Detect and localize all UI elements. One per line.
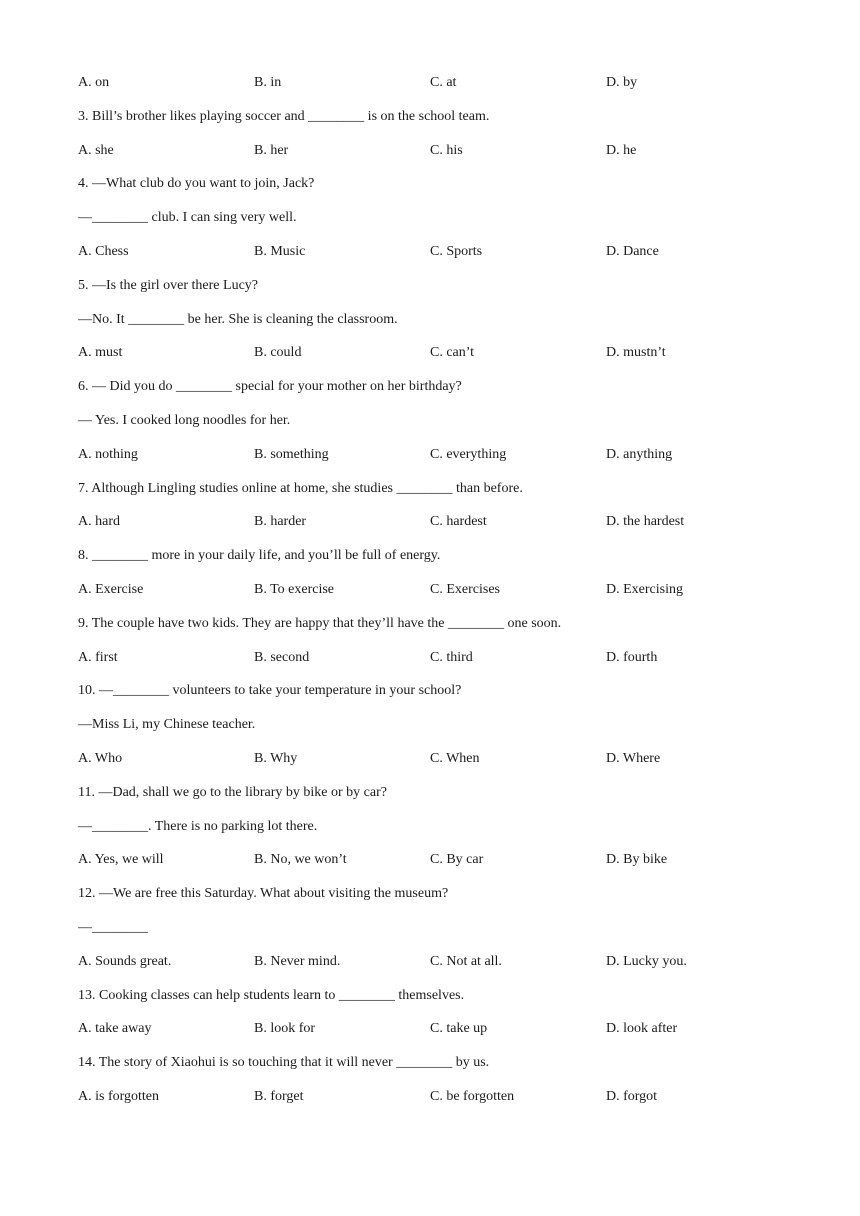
answer-option: A. Exercise (78, 582, 144, 597)
answer-option: A. is forgotten (78, 1089, 160, 1104)
answer-option: D. Where (606, 751, 661, 766)
answer-option: A. Yes, we will (78, 852, 164, 867)
question-text: 12. —We are free this Saturday. What about visiting the museum? (78, 886, 449, 901)
answer-options-row (78, 242, 778, 262)
answer-options-row (78, 512, 778, 532)
answer-option: B. in (254, 75, 282, 90)
answer-option: A. take away (78, 1021, 152, 1036)
answer-option: D. anything (606, 447, 673, 462)
answer-option: B. To exercise (254, 582, 335, 597)
answer-options-row (78, 850, 778, 870)
answer-options-row (78, 1019, 778, 1039)
answer-options-row (78, 343, 778, 363)
answer-option: A. first (78, 650, 118, 665)
answer-option: C. Not at all. (430, 954, 502, 969)
answer-option: B. something (254, 447, 329, 462)
answer-option: C. can’t (430, 345, 475, 360)
answer-option: D. By bike (606, 852, 668, 867)
answer-option: B. Why (254, 751, 298, 766)
question-text: 5. —Is the girl over there Lucy? (78, 278, 258, 293)
answer-option: C. everything (430, 447, 507, 462)
answer-options-row (78, 952, 778, 972)
answer-option: A. she (78, 143, 114, 158)
question-text: —________ club. I can sing very well. (78, 210, 297, 225)
answer-options-row (78, 1087, 778, 1107)
question-text: 14. The story of Xiaohui is so touching that it will never ________ by us. (78, 1055, 490, 1070)
answer-option: A. on (78, 75, 110, 90)
answer-option: B. second (254, 650, 310, 665)
answer-option: C. Sports (430, 244, 483, 259)
answer-option: A. Who (78, 751, 123, 766)
answer-option: D. mustn’t (606, 345, 666, 360)
question-text: 7. Although Lingling studies online at home, she studies ________ than before. (78, 481, 523, 496)
question-text: 13. Cooking classes can help students learn to ________ themselves. (78, 988, 465, 1003)
answer-option: B. harder (254, 514, 307, 529)
answer-option: C. be forgotten (430, 1089, 515, 1104)
answer-option: C. third (430, 650, 473, 665)
question-text: —________. There is no parking lot there. (78, 819, 318, 834)
answer-options-row (78, 445, 778, 465)
question-text: —Miss Li, my Chinese teacher. (78, 717, 256, 732)
answer-option: A. must (78, 345, 123, 360)
answer-option: B. look for (254, 1021, 316, 1036)
answer-options-row (78, 141, 778, 161)
question-text: 6. — Did you do ________ special for your mother on her birthday? (78, 379, 462, 394)
answer-options-row (78, 580, 778, 600)
answer-option: C. hardest (430, 514, 487, 529)
question-text: 3. Bill’s brother likes playing soccer and ________ is on the school team. (78, 109, 490, 124)
answer-option: D. he (606, 143, 637, 158)
answer-option: D. by (606, 75, 638, 90)
question-text: 10. —________ volunteers to take your temperature in your school? (78, 683, 462, 698)
answer-option: D. Exercising (606, 582, 683, 597)
answer-options-row (78, 648, 778, 668)
question-text: —No. It ________ be her. She is cleaning the classroom. (78, 312, 398, 327)
answer-option: C. Exercises (430, 582, 500, 597)
answer-option: B. her (254, 143, 289, 158)
answer-options-row (78, 73, 778, 93)
answer-option: C. When (430, 751, 480, 766)
answer-option: C. By car (430, 852, 484, 867)
answer-option: A. nothing (78, 447, 138, 462)
answer-option: B. forget (254, 1089, 304, 1104)
answer-option: C. take up (430, 1021, 488, 1036)
answer-option: A. Chess (78, 244, 129, 259)
question-text: 8. ________ more in your daily life, and you’ll be full of energy. (78, 548, 441, 563)
answer-option: D. Dance (606, 244, 659, 259)
answer-option: D. look after (606, 1021, 678, 1036)
answer-option: D. fourth (606, 650, 658, 665)
answer-option: A. Sounds great. (78, 954, 172, 969)
answer-option: B. Never mind. (254, 954, 341, 969)
answer-option: B. Music (254, 244, 306, 259)
answer-option: B. No, we won’t (254, 852, 347, 867)
answer-option: D. forgot (606, 1089, 658, 1104)
question-text: — Yes. I cooked long noodles for her. (78, 413, 291, 428)
answer-option: C. at (430, 75, 457, 90)
question-text: 4. —What club do you want to join, Jack? (78, 176, 315, 191)
answer-option: A. hard (78, 514, 120, 529)
answer-option: D. the hardest (606, 514, 685, 529)
answer-option: C. his (430, 143, 463, 158)
answer-option: D. Lucky you. (606, 954, 687, 969)
question-text: —________ (78, 920, 148, 935)
answer-options-row (78, 749, 778, 769)
question-text: 11. —Dad, shall we go to the library by bike or by car? (78, 785, 387, 800)
answer-option: B. could (254, 345, 302, 360)
question-text: 9. The couple have two kids. They are happy that they’ll have the ________ one soon. (78, 616, 562, 631)
